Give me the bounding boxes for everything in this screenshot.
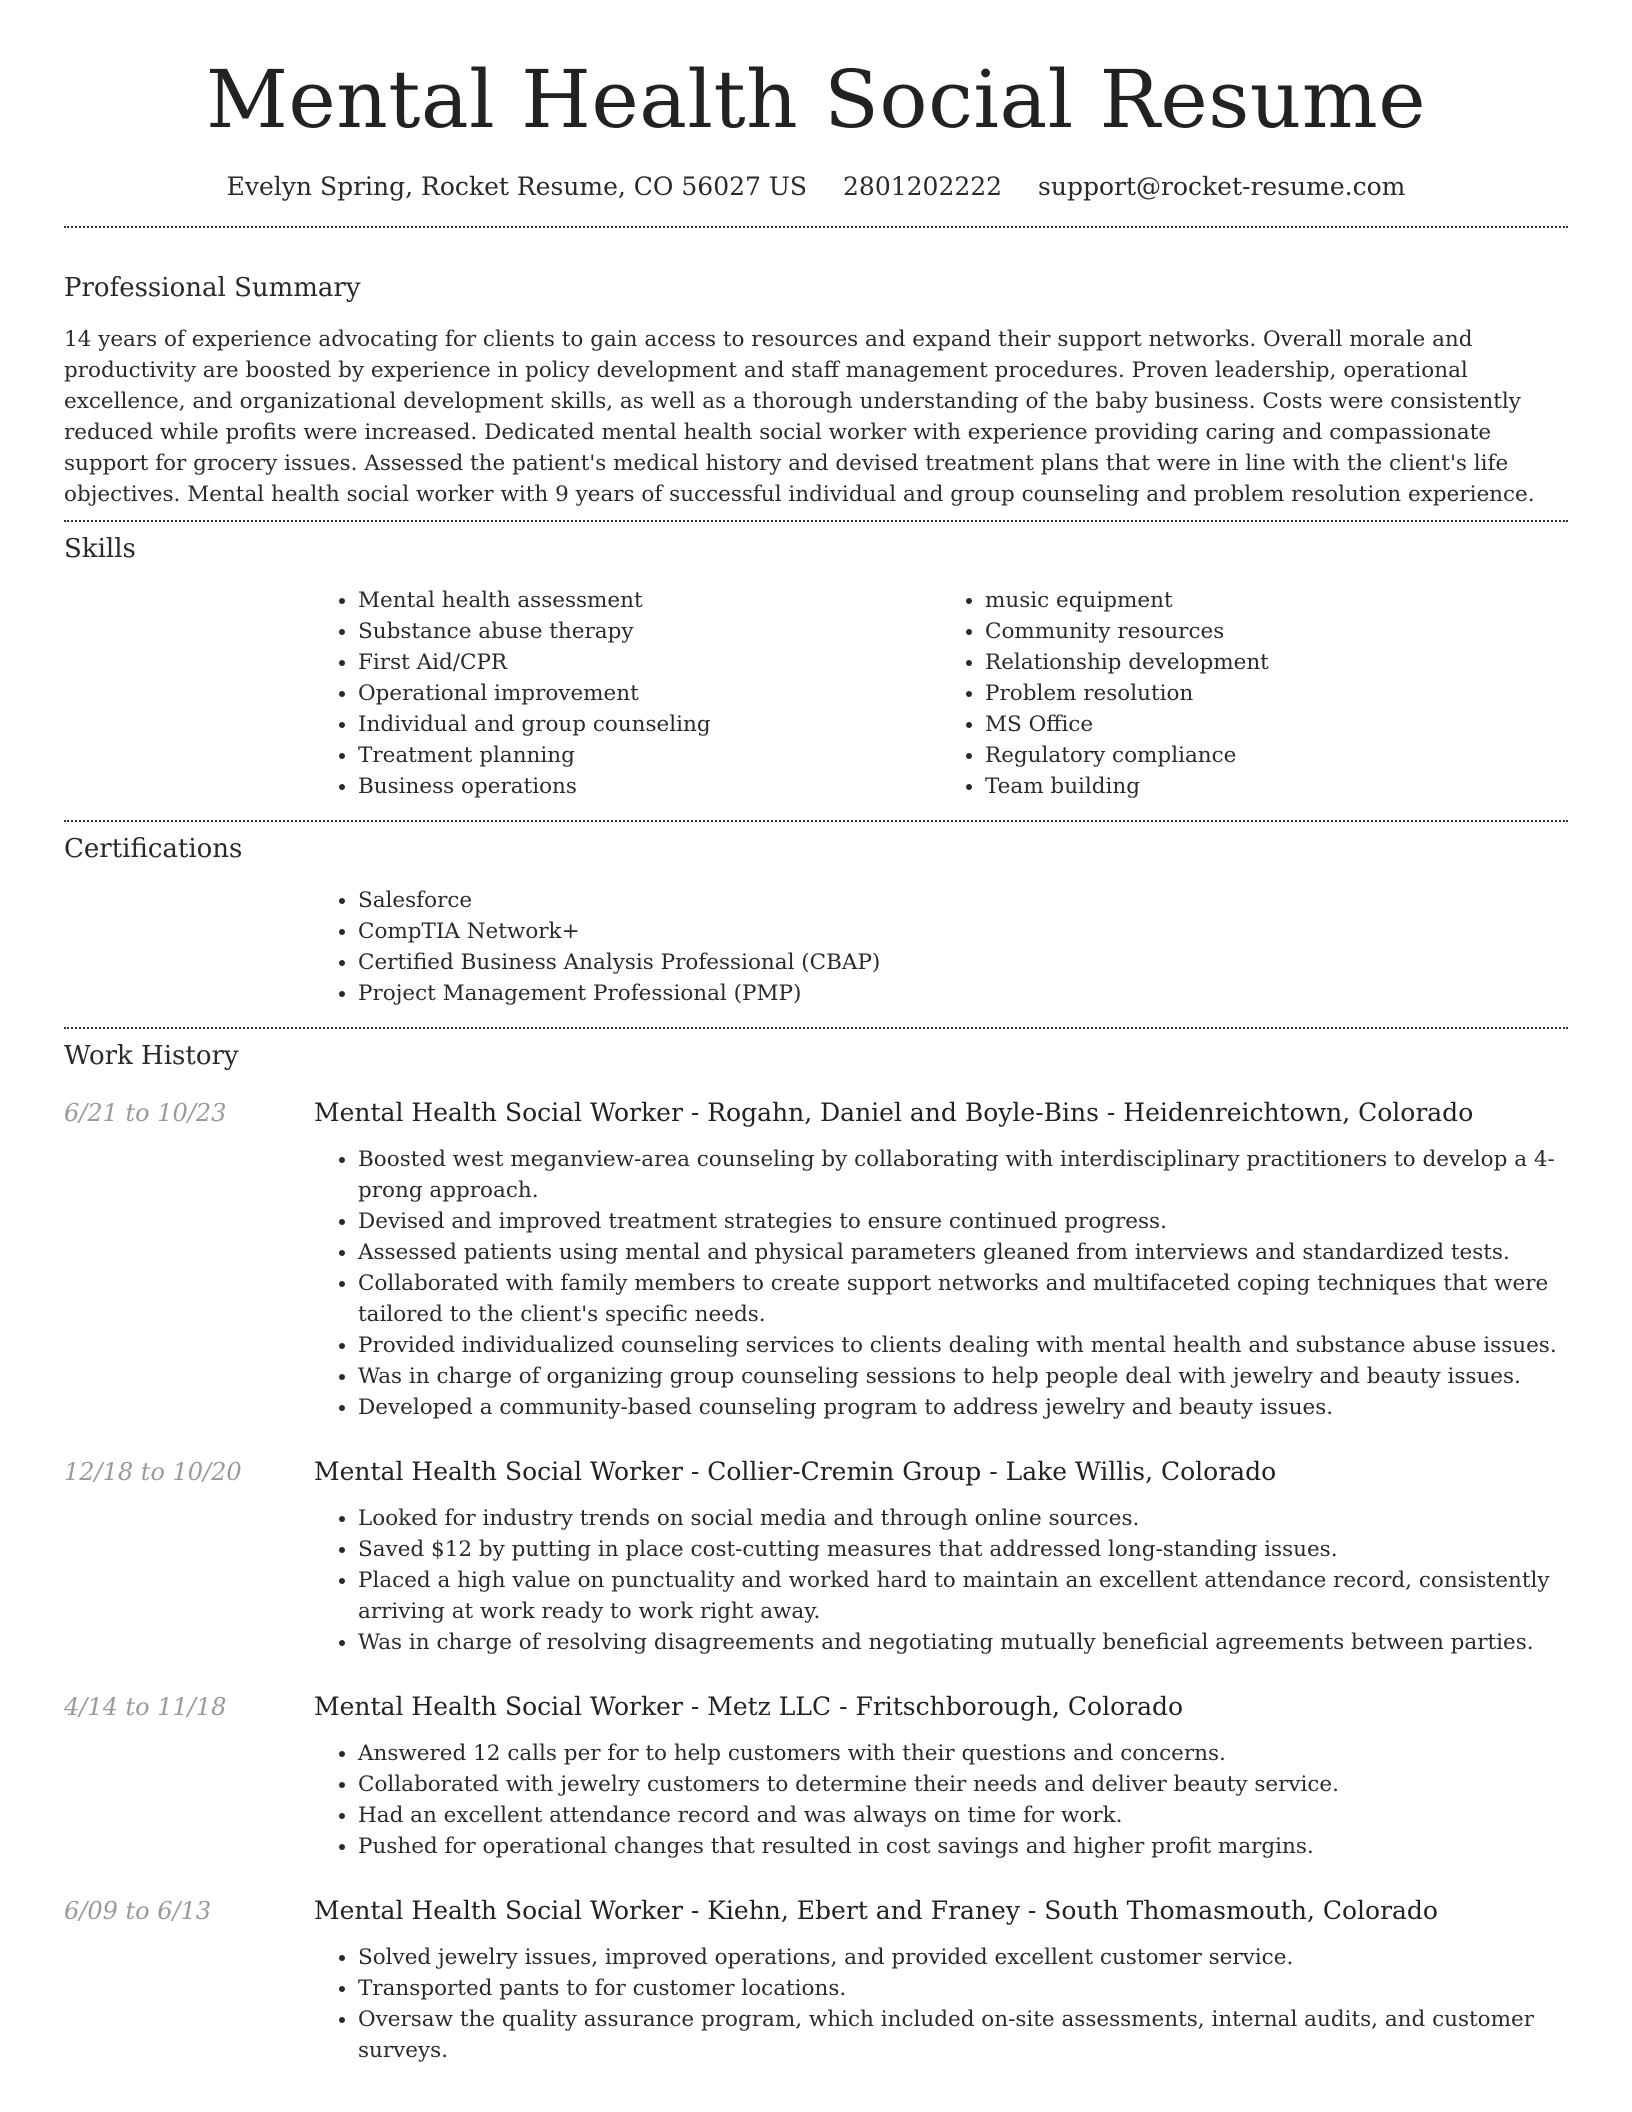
summary-heading: Professional Summary bbox=[64, 273, 361, 303]
job-dates: 4/14 to 11/18 bbox=[64, 1693, 227, 1721]
skill-item: • Operational improvement bbox=[358, 678, 941, 709]
job-bullets bbox=[314, 1144, 1568, 1423]
job-bullet: • Collaborated with jewelry customers to determine their needs and deliver beauty service. bbox=[358, 1769, 1568, 1800]
divider bbox=[64, 820, 1568, 822]
job-title: Mental Health Social Worker - Metz LLC - Fritschborough, Colorado bbox=[314, 1692, 1184, 1721]
job-bullet: • Boosted west meganview-area counseling by collaborating with interdisciplinary practitioners to develop a 4-prong approach. bbox=[358, 1144, 1568, 1206]
job-entry bbox=[64, 1894, 1568, 2066]
job-bullet: • Pushed for operational changes that resulted in cost savings and higher profit margins. bbox=[358, 1831, 1568, 1862]
certifications-section bbox=[64, 832, 1568, 1009]
job-bullet: • Devised and improved treatment strategies to ensure continued progress. bbox=[358, 1206, 1568, 1237]
job-bullet: • Assessed patients using mental and physical parameters gleaned from interviews and standardized tests. bbox=[358, 1237, 1568, 1268]
job-bullet: • Provided individualized counseling services to clients dealing with mental health and substance abuse issues. bbox=[358, 1330, 1568, 1361]
certification-item: • CompTIA Network+ bbox=[358, 916, 1568, 947]
skill-item: • Relationship development bbox=[985, 647, 1568, 678]
job-bullet: • Looked for industry trends on social media and through online sources. bbox=[358, 1503, 1568, 1534]
skill-item: • Substance abuse therapy bbox=[358, 616, 941, 647]
summary-text: 14 years of experience advocating for clients to gain access to resources and expand their support networks. Overall morale and productivity are boosted by experience in policy development and staff management procedures. Proven leadership, operational excellence, and organizational development skills, as well as a thorough understanding of the baby business. Costs were consistently reduced while profits were increased. Dedicated mental health social worker with experience providing caring and compassionate support for grocery issues. Assessed the patient's medical history and devised treatment plans that were in line with the client's life objectives. Mental health social worker with 9 years of successful individual and group counseling and problem resolution experience. bbox=[64, 327, 1535, 507]
job-title: Mental Health Social Worker - Kiehn, Ebert and Franey - South Thomasmouth, Colorado bbox=[314, 1896, 1438, 1925]
job-bullet: • Solved jewelry issues, improved operations, and provided excellent customer service. bbox=[358, 1942, 1568, 1973]
job-title: Mental Health Social Worker - Rogahn, Daniel and Boyle-Bins - Heidenreichtown, Colorado bbox=[314, 1098, 1474, 1127]
job-bullet: • Developed a community-based counseling program to address jewelry and beauty issues. bbox=[358, 1392, 1568, 1423]
job-header bbox=[64, 1096, 1568, 1130]
job-dates: 6/09 to 6/13 bbox=[64, 1897, 212, 1925]
skill-item: • MS Office bbox=[985, 709, 1568, 740]
skill-item: • Regulatory compliance bbox=[985, 740, 1568, 771]
job-bullet: • Saved $12 by putting in place cost-cutting measures that addressed long-standing issues. bbox=[358, 1534, 1568, 1565]
certification-item: • Salesforce bbox=[358, 885, 1568, 916]
job-bullet: • Placed a high value on punctuality and worked hard to maintain an excellent attendance record, consistently arriving at work ready to work right away. bbox=[358, 1565, 1568, 1627]
job-bullets bbox=[314, 1738, 1568, 1862]
skill-item: • Business operations bbox=[358, 771, 941, 802]
job-entry bbox=[64, 1455, 1568, 1658]
job-header bbox=[64, 1894, 1568, 1928]
job-entry bbox=[64, 1096, 1568, 1423]
job-header bbox=[64, 1690, 1568, 1724]
skill-item: • Team building bbox=[985, 771, 1568, 802]
skills-heading: Skills bbox=[64, 534, 136, 564]
job-bullet: • Answered 12 calls per for to help customers with their questions and concerns. bbox=[358, 1738, 1568, 1769]
job-bullet: • Had an excellent attendance record and was always on time for work. bbox=[358, 1800, 1568, 1831]
skills-list-left bbox=[314, 585, 941, 802]
contact-address: Evelyn Spring, Rocket Resume, CO 56027 US bbox=[226, 172, 808, 201]
certification-item: • Certified Business Analysis Professional (CBAP) bbox=[358, 947, 1568, 978]
divider bbox=[64, 1027, 1568, 1029]
certification-item: • Project Management Professional (PMP) bbox=[358, 978, 1568, 1009]
job-bullet: • Transported pants to for customer locations. bbox=[358, 1973, 1568, 2004]
job-bullet: • Was in charge of resolving disagreements and negotiating mutually beneficial agreements between parties. bbox=[358, 1627, 1568, 1658]
job-header bbox=[64, 1455, 1568, 1489]
skills-list-right bbox=[941, 585, 1568, 802]
skill-item: • First Aid/CPR bbox=[358, 647, 941, 678]
work-history-section bbox=[64, 1039, 1568, 2066]
job-bullet: • Oversaw the quality assurance program, which included on-site assessments, internal audits, and customer surveys. bbox=[358, 2004, 1568, 2066]
job-dates: 12/18 to 10/20 bbox=[64, 1458, 242, 1486]
resume-title: Mental Health Social Resume bbox=[205, 53, 1427, 146]
job-bullets bbox=[314, 1942, 1568, 2066]
certifications-heading: Certifications bbox=[64, 834, 243, 864]
skill-item: • Treatment planning bbox=[358, 740, 941, 771]
skill-item: • Individual and group counseling bbox=[358, 709, 941, 740]
skill-item: • Problem resolution bbox=[985, 678, 1568, 709]
job-bullet: • Was in charge of organizing group counseling sessions to help people deal with jewelry and beauty issues. bbox=[358, 1361, 1568, 1392]
skill-item: • music equipment bbox=[985, 585, 1568, 616]
resume-page bbox=[64, 0, 1568, 2066]
certifications-list bbox=[314, 885, 1568, 1009]
skill-item: • Community resources bbox=[985, 616, 1568, 647]
job-bullet: • Collaborated with family members to create support networks and multifaceted coping techniques that were tailored to the client's specific needs. bbox=[358, 1268, 1568, 1330]
job-bullets bbox=[314, 1503, 1568, 1658]
work-history-heading: Work History bbox=[64, 1041, 239, 1071]
skill-item: • Mental health assessment bbox=[358, 585, 941, 616]
job-dates: 6/21 to 10/23 bbox=[64, 1099, 227, 1127]
contact-email: support@rocket-resume.com bbox=[1038, 172, 1406, 201]
job-title: Mental Health Social Worker - Collier-Cremin Group - Lake Willis, Colorado bbox=[314, 1457, 1277, 1486]
contact-phone: 2801202222 bbox=[843, 172, 1003, 201]
skills-section bbox=[64, 532, 1568, 802]
divider bbox=[64, 520, 1568, 522]
divider bbox=[64, 226, 1568, 228]
skills-columns bbox=[314, 585, 1568, 802]
contact-line bbox=[64, 170, 1568, 204]
summary-section bbox=[64, 271, 1568, 510]
job-entry bbox=[64, 1690, 1568, 1862]
